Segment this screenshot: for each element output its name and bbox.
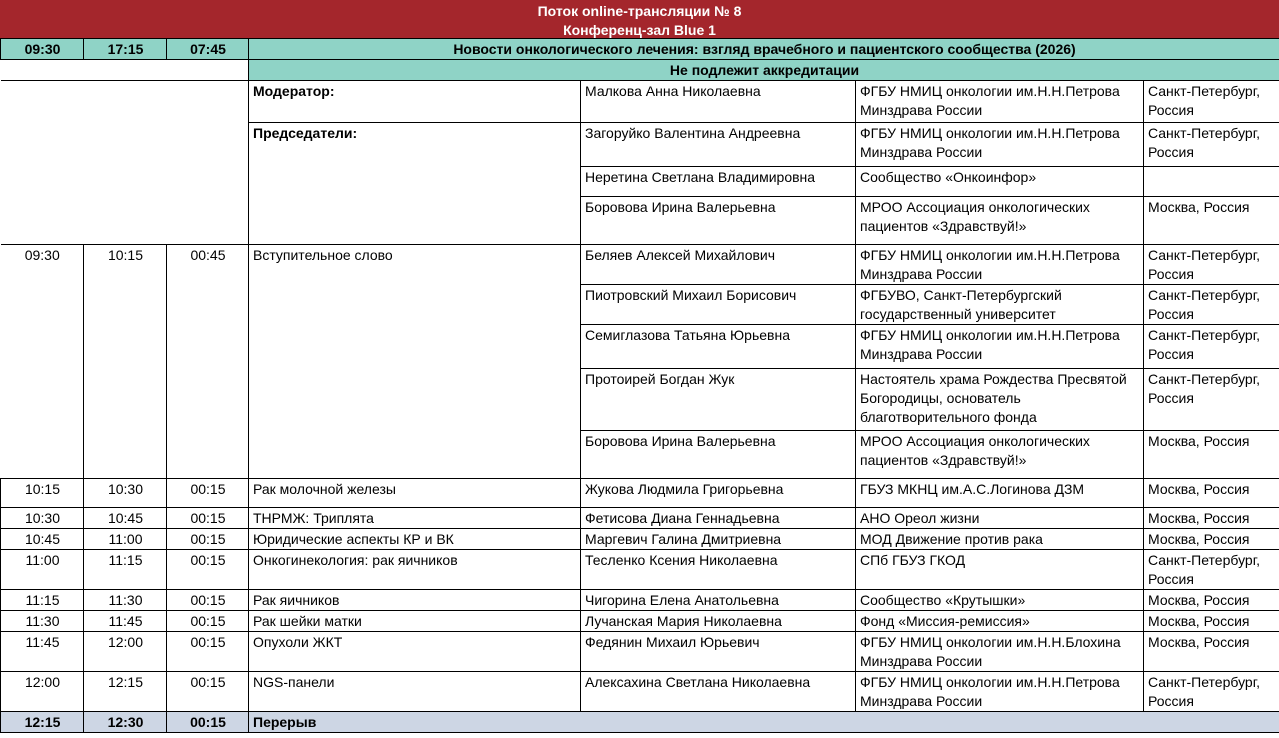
opening-start: 09:30 (1, 245, 84, 479)
table-row (1, 590, 1279, 611)
speaker-city: Москва, Россия (1144, 431, 1279, 479)
talk-start: 11:30 (1, 611, 84, 632)
talk-duration: 00:15 (167, 672, 249, 712)
talk-duration: 00:15 (167, 611, 249, 632)
talk-end: 11:45 (84, 611, 167, 632)
hall-title: Конференц-зал Blue 1 (563, 22, 716, 38)
table-row (1, 632, 1279, 672)
speaker-org: ФГБУВО, Санкт-Петербургский государственный университет (856, 285, 1144, 325)
table-row (1, 479, 1279, 508)
break-end: 12:30 (84, 712, 167, 733)
talk-topic: Онкогинекология: рак яичников (249, 550, 581, 590)
accreditation-row (1, 60, 1279, 81)
talk-speaker: Фетисова Диана Геннадьевна (581, 508, 856, 529)
session-end: 17:15 (84, 39, 167, 60)
opening-end: 10:15 (84, 245, 167, 479)
talk-topic: Рак молочной железы (249, 479, 581, 508)
talk-org: СПб ГБУЗ ГКОД (856, 550, 1144, 590)
talk-speaker: Тесленко Ксения Николаевна (581, 550, 856, 590)
talk-org: ФГБУ НМИЦ онкологии им.Н.Н.Блохина Минздрава России (856, 632, 1144, 672)
schedule-table (0, 38, 1279, 733)
talk-speaker: Лучанская Мария Николаевна (581, 611, 856, 632)
speaker-org: ФГБУ НМИЦ онкологии им.Н.Н.Петрова Минздрава России (856, 245, 1144, 285)
speaker-city: Санкт-Петербург, Россия (1144, 285, 1279, 325)
chair-org: ФГБУ НМИЦ онкологии им.Н.Н.Петрова Минздрава России (856, 123, 1144, 167)
talk-end: 11:15 (84, 550, 167, 590)
talk-speaker: Жукова Людмила Григорьевна (581, 479, 856, 508)
speaker-name: Пиотровский Михаил Борисович (581, 285, 856, 325)
talk-duration: 00:15 (167, 508, 249, 529)
chair-city: Санкт-Петербург, Россия (1144, 123, 1279, 167)
table-row (1, 550, 1279, 590)
talk-start: 10:30 (1, 508, 84, 529)
talk-speaker: Чигорина Елена Анатольевна (581, 590, 856, 611)
chair-row (1, 167, 1279, 197)
chair-name: Неретина Светлана Владимировна (581, 167, 856, 197)
talk-topic: ТНРМЖ: Триплята (249, 508, 581, 529)
break-start: 12:15 (1, 712, 84, 733)
talk-end: 11:30 (84, 590, 167, 611)
speaker-name: Семиглазова Татьяна Юрьевна (581, 325, 856, 369)
talk-city: Москва, Россия (1144, 632, 1279, 672)
speaker-name: Боровова Ирина Валерьевна (581, 431, 856, 479)
talk-topic: Опухоли ЖКТ (249, 632, 581, 672)
talk-start: 10:45 (1, 529, 84, 550)
session-title: Новости онкологического лечения: взгляд врачебного и пациентского сообщества (2026) (249, 39, 1279, 60)
talk-city: Москва, Россия (1144, 611, 1279, 632)
speaker-org: Настоятель храма Рождества Пресвятой Богородицы, основатель благотворительного фонда (856, 369, 1144, 431)
talk-speaker: Алексахина Светлана Николаевна (581, 672, 856, 712)
talk-city: Санкт-Петербург, Россия (1144, 672, 1279, 712)
talk-org: Фонд «Миссия-ремиссия» (856, 611, 1144, 632)
talk-start: 11:00 (1, 550, 84, 590)
talk-topic: Юридические аспекты КР и ВК (249, 529, 581, 550)
opening-row (1, 245, 1279, 285)
chair-name: Боровова Ирина Валерьевна (581, 197, 856, 245)
moderator-city: Санкт-Петербург, Россия (1144, 81, 1279, 123)
talk-speaker: Маргевич Галина Дмитриевна (581, 529, 856, 550)
talk-org: МОД Движение против рака (856, 529, 1144, 550)
talk-city: Санкт-Петербург, Россия (1144, 550, 1279, 590)
moderator-row (1, 81, 1279, 123)
chair-city (1144, 167, 1279, 197)
moderator-label: Модератор: (249, 81, 581, 123)
stream-header (0, 0, 1279, 38)
speaker-city: Санкт-Петербург, Россия (1144, 325, 1279, 369)
break-row (1, 712, 1279, 733)
talk-end: 11:00 (84, 529, 167, 550)
talk-org: АНО Ореол жизни (856, 508, 1144, 529)
session-duration: 07:45 (167, 39, 249, 60)
talk-duration: 00:15 (167, 590, 249, 611)
moderator-org: ФГБУ НМИЦ онкологии им.Н.Н.Петрова Минздрава России (856, 81, 1144, 123)
table-row (1, 672, 1279, 712)
talk-topic: NGS-панели (249, 672, 581, 712)
chair-org: МРОО Ассоциация онкологических пациентов «Здравствуй!» (856, 197, 1144, 245)
talk-city: Москва, Россия (1144, 590, 1279, 611)
speaker-org: МРОО Ассоциация онкологических пациентов «Здравствуй!» (856, 431, 1144, 479)
talk-start: 10:15 (1, 479, 84, 508)
talk-end: 12:15 (84, 672, 167, 712)
table-row (1, 508, 1279, 529)
table-row (1, 529, 1279, 550)
break-duration: 00:15 (167, 712, 249, 733)
speaker-city: Санкт-Петербург, Россия (1144, 245, 1279, 285)
stream-title: Поток online-трансляции № 8 (537, 3, 742, 19)
talk-duration: 00:15 (167, 550, 249, 590)
speaker-org: ФГБУ НМИЦ онкологии им.Н.Н.Петрова Минздрава России (856, 325, 1144, 369)
session-start: 09:30 (1, 39, 84, 60)
talk-city: Москва, Россия (1144, 508, 1279, 529)
talk-org: ФГБУ НМИЦ онкологии им.Н.Н.Петрова Минздрава России (856, 672, 1144, 712)
table-row (1, 611, 1279, 632)
talk-topic: Рак шейки матки (249, 611, 581, 632)
talk-org: ГБУЗ МКНЦ им.А.С.Логинова ДЗМ (856, 479, 1144, 508)
chair-city: Москва, Россия (1144, 197, 1279, 245)
talk-city: Москва, Россия (1144, 479, 1279, 508)
talk-end: 10:45 (84, 508, 167, 529)
talk-start: 11:45 (1, 632, 84, 672)
moderator-name: Малкова Анна Николаевна (581, 81, 856, 123)
speaker-name: Протоирей Богдан Жук (581, 369, 856, 431)
chair-row (1, 123, 1279, 167)
accreditation-note: Не подлежит аккредитации (249, 60, 1279, 81)
talk-end: 10:30 (84, 479, 167, 508)
session-row (1, 39, 1279, 60)
speaker-city: Санкт-Петербург, Россия (1144, 369, 1279, 431)
chairs-label: Председатели: (249, 123, 581, 245)
talk-start: 12:00 (1, 672, 84, 712)
talk-city: Москва, Россия (1144, 529, 1279, 550)
opening-duration: 00:45 (167, 245, 249, 479)
chair-name: Загоруйко Валентина Андреевна (581, 123, 856, 167)
break-topic: Перерыв (249, 712, 1279, 733)
talk-start: 11:15 (1, 590, 84, 611)
talk-end: 12:00 (84, 632, 167, 672)
talk-duration: 00:15 (167, 529, 249, 550)
speaker-name: Беляев Алексей Михайлович (581, 245, 856, 285)
chair-org: Сообщество «Онкоинфор» (856, 167, 1144, 197)
talk-duration: 00:15 (167, 632, 249, 672)
talk-duration: 00:15 (167, 479, 249, 508)
opening-topic: Вступительное слово (249, 245, 581, 479)
talk-org: Сообщество «Крутышки» (856, 590, 1144, 611)
chair-row (1, 197, 1279, 245)
talk-topic: Рак яичников (249, 590, 581, 611)
talk-speaker: Федянин Михаил Юрьевич (581, 632, 856, 672)
